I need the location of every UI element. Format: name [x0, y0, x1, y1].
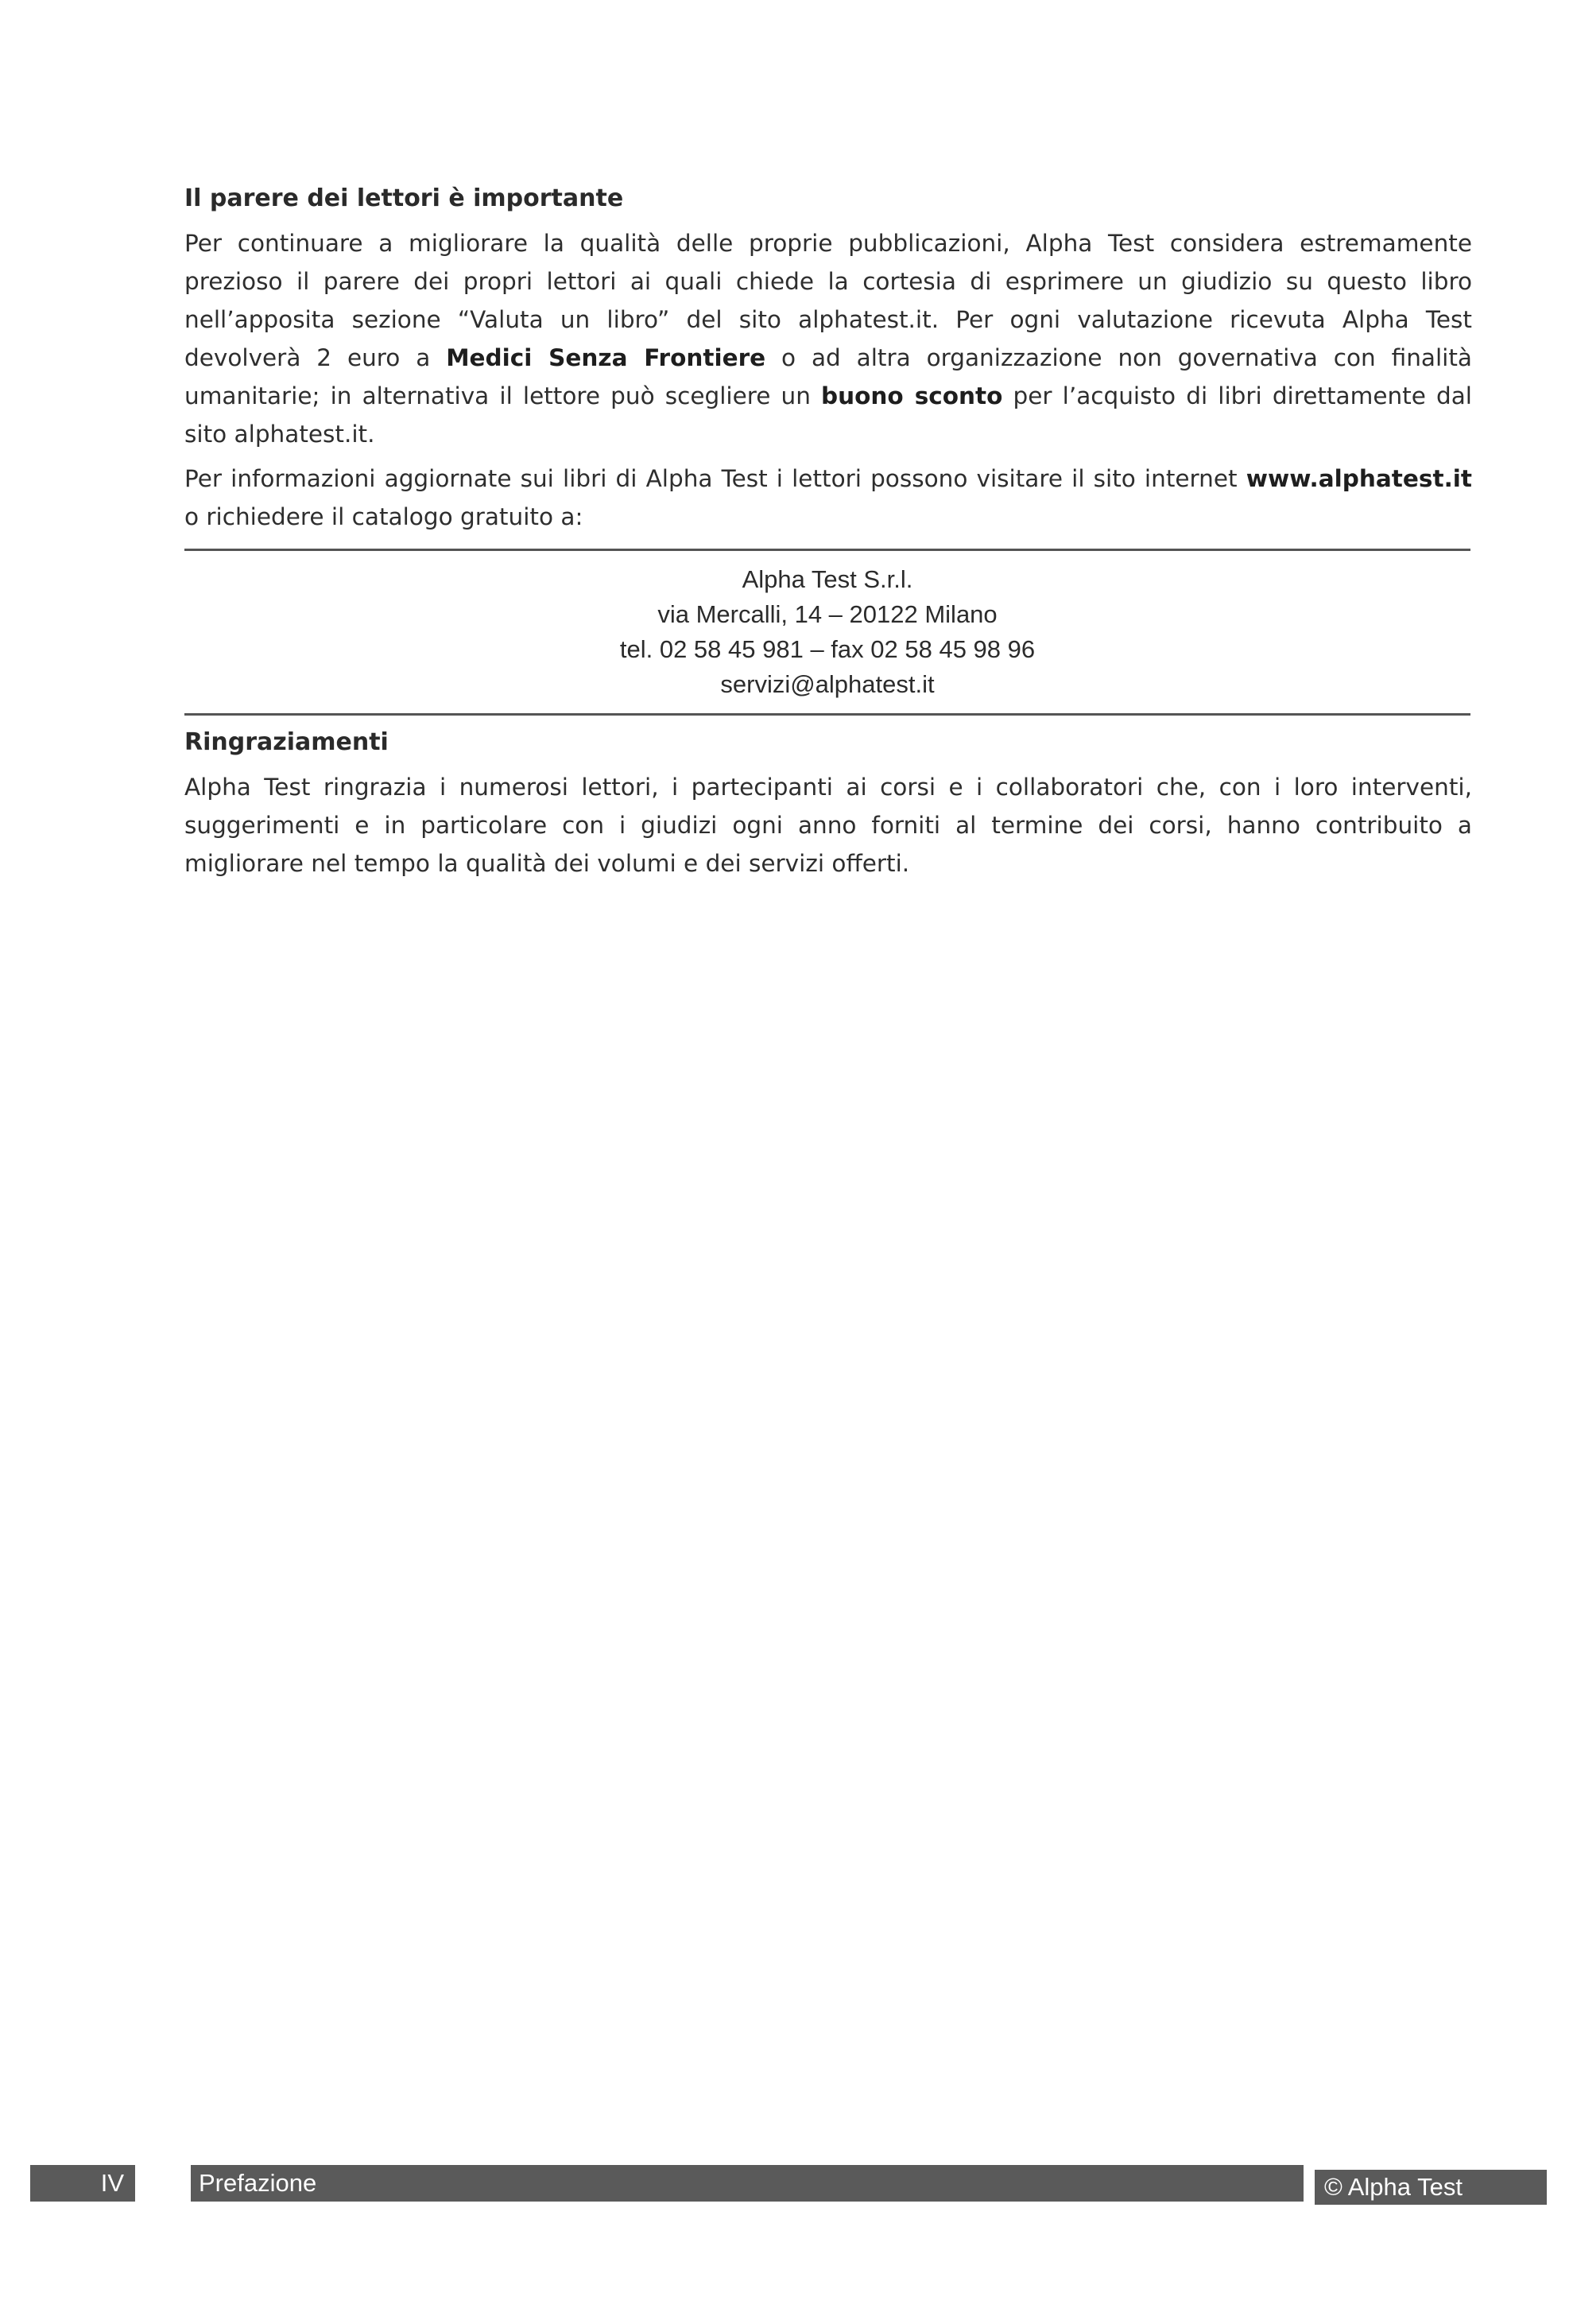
thanks-paragraph: Alpha Test ringrazia i numerosi lettori, i partecipanti ai corsi e i collaboratori che, con i loro interventi, suggerimenti e in particolare con i giudizi ogni anno forniti al termine dei corsi, hanno contribuito a migliorare nel tempo la qualità dei volumi e dei servizi offerti.	[184, 774, 1472, 877]
contact-phone: tel. 02 58 45 981 – fax 02 58 45 98 96	[619, 635, 1036, 663]
opinion-paragraph	[184, 224, 1472, 453]
contact-company: Alpha Test S.r.l.	[742, 565, 913, 593]
contact-email[interactable]: servizi@alphatest.it	[720, 670, 935, 698]
opinion-text-2: o ad altra organizzazione non governativa con finalità umanitarie; in alternativa il lettore può scegliere un	[184, 344, 1473, 409]
website-link[interactable]: www.alphatest.it	[1246, 465, 1472, 492]
footer-copyright: © Alpha Test	[1310, 2170, 1547, 2205]
opinion-bold-msf: Medici Senza Frontiere	[446, 344, 766, 371]
thanks-section	[184, 725, 1472, 883]
footer-page-number: IV	[30, 2165, 135, 2202]
section-title-thanks: Ringraziamenti	[184, 728, 389, 756]
contact-address: via Mercalli, 14 – 20122 Milano	[657, 600, 998, 628]
info-paragraph	[184, 460, 1472, 536]
info-text-1: Per informazioni aggiornate sui libri di Alpha Test i lettori possono visitare il sito internet	[184, 465, 1246, 492]
section-title-opinion: Il parere dei lettori è importante	[184, 184, 624, 212]
opinion-bold-discount: buono sconto	[821, 382, 1003, 409]
opinion-text-3: per l’acquisto di libri direttamente dal sito alphatest.it.	[184, 382, 1473, 448]
info-text-2: o richiedere il catalogo gratuito a:	[184, 503, 583, 530]
contact-box	[184, 549, 1470, 716]
opinion-text-1: Per continuare a migliorare la qualità delle proprie pubblicazioni, Alpha Test considera estremamente prezioso il parere dei propri lettori ai quali chiede la cortesia di esprimere un giudizio su questo libro nell’apposita sezione “Valuta un libro” del sito alphatest.it. Per ogni valutazione ricevuta Alpha Test devolverà 2 euro a	[184, 230, 1472, 371]
main-content	[184, 181, 1472, 536]
footer-section-name: Prefazione	[191, 2165, 1304, 2202]
